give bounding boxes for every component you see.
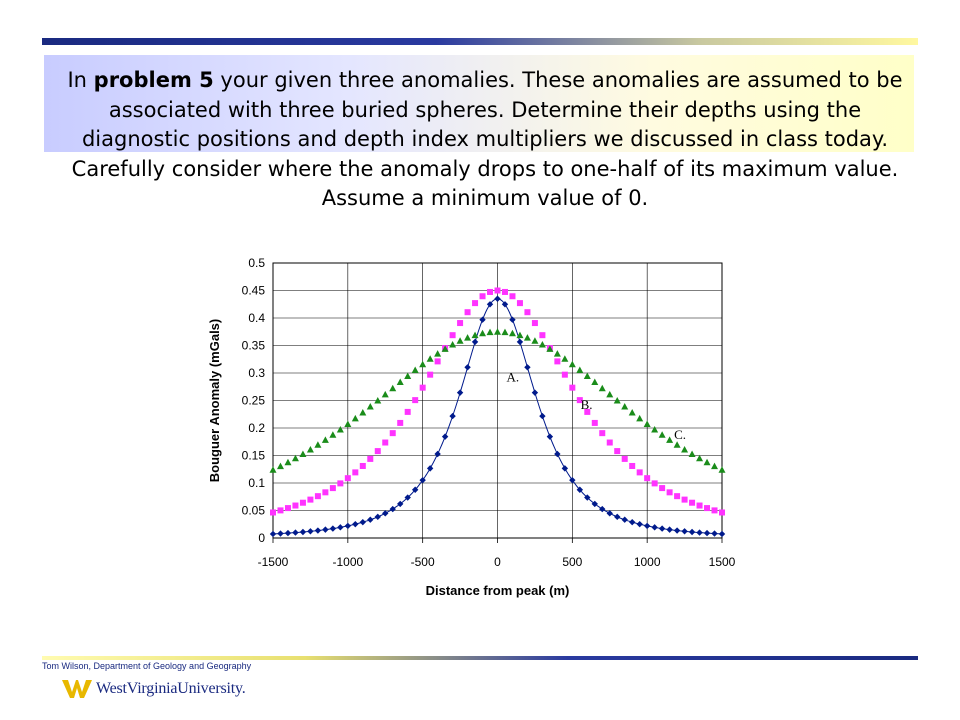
title-bold: problem 5 bbox=[93, 68, 214, 92]
y-tick-label-5: 0.25 bbox=[241, 393, 265, 408]
series-b-point-19 bbox=[412, 397, 418, 403]
series-b-point-7 bbox=[322, 489, 328, 495]
footer-credit: Tom Wilson, Department of Geology and Geography bbox=[42, 661, 252, 671]
y-tick-label-6: 0.3 bbox=[248, 366, 265, 380]
series-b-point-38 bbox=[554, 358, 560, 364]
x-tick-label-6: 1500 bbox=[708, 555, 736, 569]
series-b-point-56 bbox=[689, 500, 695, 506]
series-b-point-0 bbox=[270, 509, 276, 515]
series-b-point-1 bbox=[277, 507, 283, 513]
series-b-point-25 bbox=[457, 320, 463, 326]
series-b-point-13 bbox=[367, 456, 373, 462]
x-tick-label-1: -1000 bbox=[332, 555, 364, 569]
series-b-point-16 bbox=[390, 430, 396, 436]
series-b-point-29 bbox=[487, 289, 493, 295]
series-b-point-43 bbox=[592, 420, 598, 426]
series-b-point-46 bbox=[614, 448, 620, 454]
series-b-point-44 bbox=[599, 430, 605, 436]
series-b-point-45 bbox=[607, 440, 613, 446]
series-b-point-8 bbox=[330, 485, 336, 491]
series-a-label: A. bbox=[506, 369, 520, 385]
series-b-point-32 bbox=[509, 293, 515, 299]
series-b-point-33 bbox=[517, 300, 523, 306]
series-b-point-28 bbox=[480, 293, 486, 299]
wv-flying-logo-icon bbox=[62, 678, 92, 700]
series-b-point-48 bbox=[629, 463, 635, 469]
series-b-point-39 bbox=[562, 372, 568, 378]
series-b-point-3 bbox=[292, 503, 298, 509]
x-tick-label-2: -500 bbox=[410, 555, 435, 569]
y-tick-label-0: 0 bbox=[258, 531, 265, 545]
y-tick-label-3: 0.15 bbox=[241, 448, 265, 463]
series-b-point-12 bbox=[360, 463, 366, 469]
series-b-point-22 bbox=[435, 358, 441, 364]
series-b-point-30 bbox=[495, 288, 501, 294]
series-b-point-60 bbox=[719, 509, 725, 515]
title-pre: In bbox=[67, 68, 94, 92]
bottom-rule bbox=[42, 656, 918, 660]
y-tick-label-10: 0.5 bbox=[248, 256, 265, 270]
x-tick-label-5: 1000 bbox=[633, 555, 661, 569]
series-b-point-55 bbox=[682, 497, 688, 503]
y-axis-title: Bouguer Anomaly (mGals) bbox=[207, 318, 222, 483]
logo-text: WestVirginiaUniversity. bbox=[96, 680, 246, 697]
series-b-point-24 bbox=[450, 332, 456, 338]
y-tick-label-4: 0.2 bbox=[248, 421, 265, 435]
x-tick-label-0: -1500 bbox=[257, 555, 289, 569]
y-tick-label-2: 0.1 bbox=[248, 476, 265, 490]
series-b-point-35 bbox=[532, 320, 538, 326]
series-b-point-11 bbox=[352, 469, 358, 475]
series-c-label: C. bbox=[674, 427, 687, 442]
y-tick-label-7: 0.35 bbox=[241, 338, 265, 353]
series-b-point-51 bbox=[652, 480, 658, 486]
series-b-point-50 bbox=[644, 475, 650, 481]
series-b-point-31 bbox=[502, 289, 508, 295]
series-b-point-26 bbox=[465, 309, 471, 315]
series-b-point-20 bbox=[420, 385, 426, 391]
series-b-point-53 bbox=[667, 489, 673, 495]
series-b-point-57 bbox=[697, 503, 703, 509]
series-b-label: B. bbox=[580, 396, 593, 412]
y-tick-label-8: 0.4 bbox=[248, 311, 265, 325]
title-post: your given three anomalies. These anomalies are assumed to be associated with three buried spheres. Determine their depths using the diagnostic positions and depth index multipliers we discussed in class today. Carefully consider where the anomaly drops to one-half of its maximum value. Assume a minimum value of 0. bbox=[71, 68, 903, 210]
y-tick-label-1: 0.05 bbox=[241, 503, 265, 518]
series-b-point-36 bbox=[539, 332, 545, 338]
x-tick-label-3: 0 bbox=[494, 555, 501, 569]
series-b-point-9 bbox=[337, 480, 343, 486]
series-b-point-6 bbox=[315, 493, 321, 499]
series-b-point-54 bbox=[674, 493, 680, 499]
series-b-point-4 bbox=[300, 500, 306, 506]
series-b-point-14 bbox=[375, 448, 381, 454]
wvu-logo bbox=[62, 678, 246, 700]
series-b-point-17 bbox=[397, 420, 403, 426]
series-b-point-2 bbox=[285, 505, 291, 511]
y-tick-label-9: 0.45 bbox=[241, 283, 265, 298]
series-b-point-21 bbox=[427, 372, 433, 378]
series-b-point-47 bbox=[622, 456, 628, 462]
series-b-point-27 bbox=[472, 300, 478, 306]
series-b-point-59 bbox=[712, 507, 718, 513]
x-axis-title: Distance from peak (m) bbox=[425, 583, 570, 598]
series-b-point-10 bbox=[345, 475, 351, 481]
series-b-point-34 bbox=[524, 309, 530, 315]
series-b-point-49 bbox=[637, 469, 643, 475]
series-b-point-15 bbox=[382, 440, 388, 446]
series-b-point-5 bbox=[307, 497, 313, 503]
series-b-point-58 bbox=[704, 505, 710, 511]
series-b-point-52 bbox=[659, 485, 665, 491]
series-b-point-18 bbox=[405, 409, 411, 415]
series-b-point-40 bbox=[569, 385, 575, 391]
x-tick-label-4: 500 bbox=[562, 555, 583, 569]
